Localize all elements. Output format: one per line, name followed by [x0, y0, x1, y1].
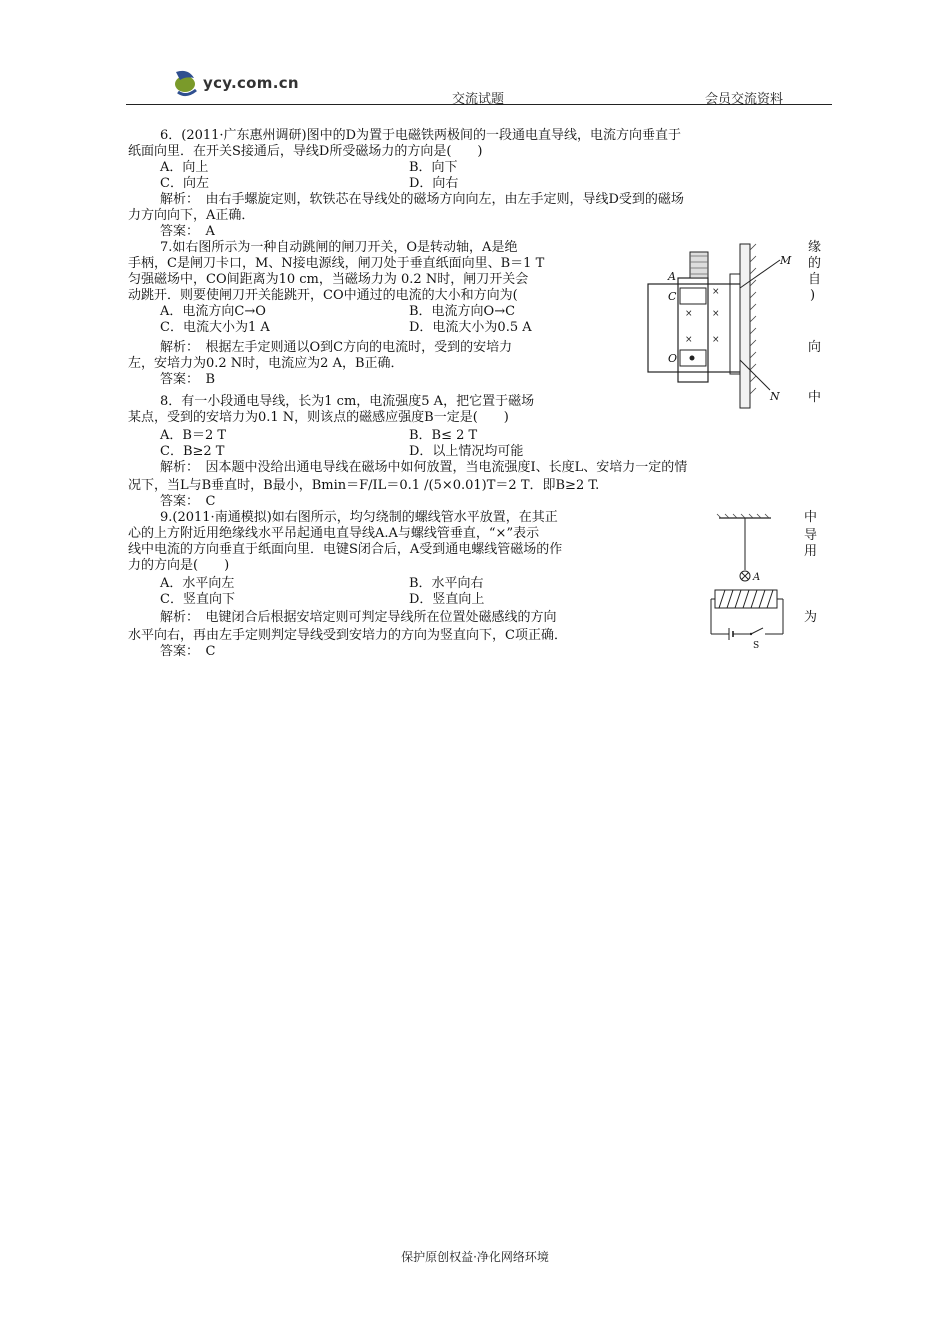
q8-option-a: A．B＝2 T — [160, 428, 227, 443]
q7-option-a: A．电流方向C→O — [160, 304, 266, 319]
q7-line-4: 动跳开．则要使闸刀开关能跳开，CO中通过的电流的大小和方向为( — [128, 288, 518, 303]
q9-answer: 答案： C — [160, 644, 216, 659]
q7-answer: 答案： B — [160, 372, 216, 387]
q6-line-2: 纸面向里．在开关S接通后，导线D所受磁场力的方向是( ) — [128, 144, 483, 159]
svg-text:×: × — [712, 287, 720, 297]
svg-text:×: × — [712, 335, 720, 345]
figure-label-n: N — [770, 390, 780, 403]
q7-line-1: 7.如右图所示为一种自动跳闸的闸刀开关，O是转动轴，A是绝 — [160, 240, 518, 255]
header-right-title: 会员交流资料 — [705, 92, 784, 107]
q7-option-c: C．电流大小为1 A — [160, 320, 270, 335]
q9-line-3: 线中电流的方向垂直于纸面向里．电键S闭合后，A受到通电螺线管磁场的作 — [128, 542, 563, 557]
solenoid-figure — [705, 510, 795, 650]
q7-side-char-2: 的 — [808, 256, 822, 271]
q6-option-b: B．向下 — [409, 160, 458, 175]
q9-option-b: B．水平向右 — [409, 576, 484, 591]
q6-answer: 答案： A — [160, 224, 215, 239]
q8-option-b: B．B≤ 2 T — [409, 428, 478, 443]
q7-line-2: 手柄，C是闸刀卡口，M、N接电源线，闸刀处于垂直纸面向里、B＝1 T — [128, 256, 545, 271]
q7-side-char-6: 中 — [808, 390, 822, 405]
q6-analysis-1: 解析： 由右手螺旋定则，软铁芯在导线处的磁场方向向左，由左手定则，导线D受到的磁场 — [160, 192, 684, 207]
q8-line-1: 8．有一小段通电导线，长为1 cm，电流强度5 A，把它置于磁场 — [160, 394, 535, 409]
q9-side-char-4: 为 — [804, 610, 818, 625]
q6-option-a: A．向上 — [160, 160, 209, 175]
q9-line-4: 力的方向是( ) — [128, 558, 230, 573]
q9-line-1: 9.(2011·南通模拟)如右图所示，均匀绕制的螺线管水平放置，在其正 — [160, 510, 558, 525]
q6-option-c: C．向左 — [160, 176, 209, 191]
figure-label-c: C — [668, 290, 677, 303]
q9-side-char-3: 用 — [804, 544, 818, 559]
figure-label-m: M — [780, 254, 792, 267]
q8-answer: 答案： C — [160, 494, 216, 509]
header-center-title: 交流试题 — [452, 92, 505, 107]
q7-analysis-2: 左，安培力为0.2 N时，电流应为2 A，B正确． — [128, 356, 404, 371]
figure-label-a: A — [668, 270, 676, 283]
q9-analysis-2: 水平向右，再由左手定则判定导线受到安培力的方向为竖直向下，C项正确． — [128, 628, 567, 643]
knife-switch-figure — [640, 238, 800, 410]
svg-text:×: × — [685, 335, 693, 345]
q8-option-c: C．B≥2 T — [160, 444, 225, 459]
q6-analysis-2: 力方向向下，A正确． — [128, 208, 255, 223]
q7-line-3: 匀强磁场中，CO间距离为10 cm，当磁场力为 0.2 N时，闸刀开关会 — [128, 272, 529, 287]
q7-side-char-1: 缘 — [808, 240, 822, 255]
q7-side-char-3: 自 — [808, 272, 822, 287]
q7-option-d: D．电流大小为0.5 A — [409, 320, 532, 335]
figure-label-a: A — [753, 572, 761, 583]
footer-text: 保护原创权益·净化网络环境 — [401, 1250, 549, 1264]
q8-option-d: D．以上情况均可能 — [409, 444, 524, 459]
svg-text:×: × — [685, 309, 693, 319]
q8-analysis-2: 况下，当L与B垂直时，B最小，Bmin＝F/IL＝0.1 /(5×0.01)T＝2 T．即B≥2 T. — [128, 478, 600, 493]
q9-option-d: D．竖直向上 — [409, 592, 485, 607]
q8-analysis-1: 解析： 因本题中没给出通电导线在磁场中如何放置，当电流强度I、长度L、安培力一定的情 — [160, 460, 688, 475]
figure-label-s: S — [753, 641, 760, 650]
q7-side-char-5: 向 — [808, 340, 822, 355]
q6-line-1: 6．(2011·广东惠州调研)图中的D为置于电磁铁两极间的一段通电直导线，电流方向垂直于 — [160, 128, 682, 143]
q9-analysis-1: 解析： 电键闭合后根据安培定则可判定导线所在位置处磁感线的方向 — [160, 610, 557, 625]
q7-option-b: B．电流方向O→C — [409, 304, 516, 319]
q9-option-c: C．竖直向下 — [160, 592, 235, 607]
q9-option-a: A．水平向左 — [160, 576, 235, 591]
header-rule — [126, 104, 832, 105]
q9-side-char-1: 中 — [804, 510, 818, 525]
q6-option-d: D．向右 — [409, 176, 459, 191]
q7-analysis-1: 解析： 根据左手定则通以O到C方向的电流时，受到的安培力 — [160, 340, 513, 355]
q8-line-2: 某点，受到的安培力为0.1 N，则该点的磁感应强度B一定是( ) — [128, 410, 509, 425]
q9-side-char-2: 导 — [804, 528, 818, 543]
svg-text:×: × — [712, 309, 720, 319]
figure-label-o: O — [668, 352, 678, 365]
q7-side-char-4: ) — [810, 288, 816, 303]
logo-text: ycy.com.cn — [203, 74, 299, 92]
q9-line-2: 心的上方附近用绝缘线水平吊起通电直导线A.A与螺线管垂直，“×”表示 — [128, 526, 540, 541]
